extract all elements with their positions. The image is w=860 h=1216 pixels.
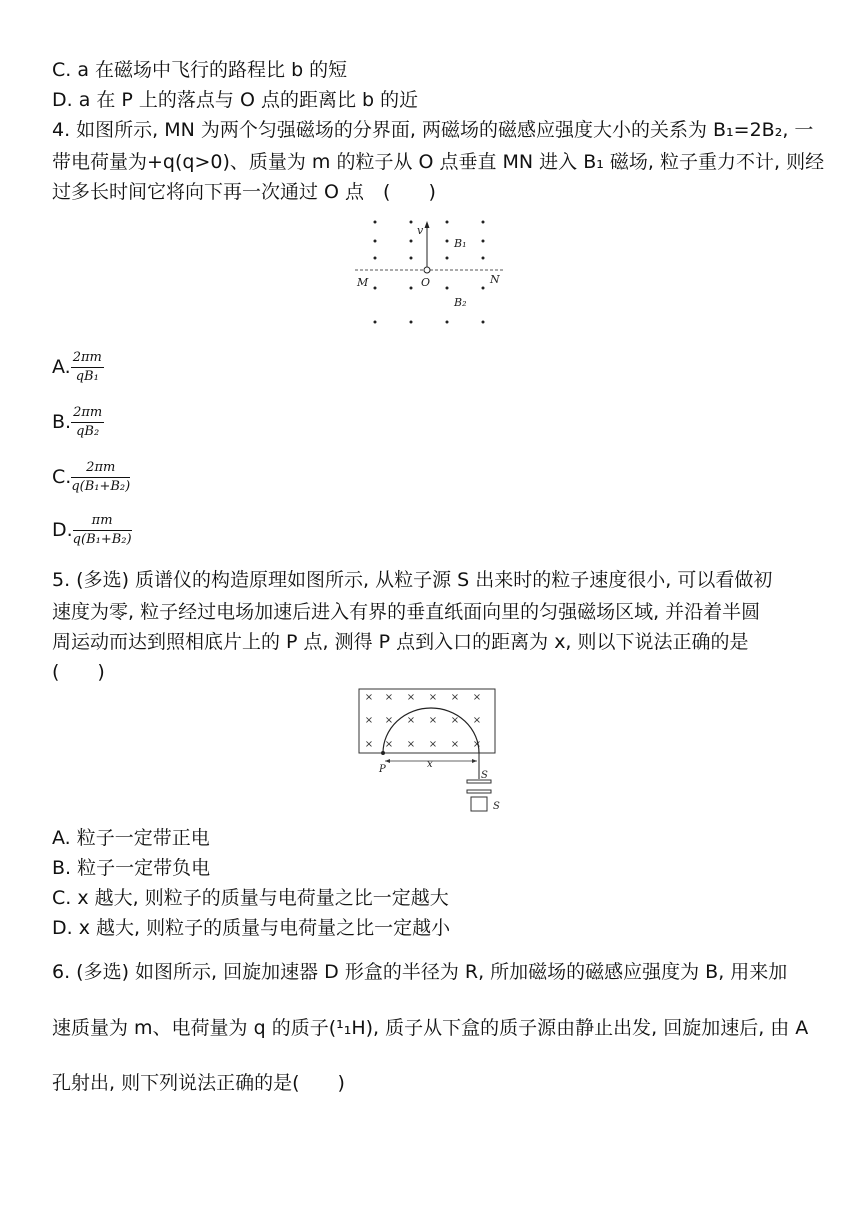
svg-text:×: × <box>406 739 416 750</box>
q3-option-d: D. a 在 P 上的落点与 O 点的距离比 b 的近 <box>52 89 419 111</box>
svg-text:×: × <box>364 739 374 750</box>
fraction-numerator: 2πm <box>71 460 130 478</box>
q5-stem-line-3: 周运动而达到照相底片上的 P 点, 测得 P 点到入口的距离为 x, 则以下说法正确的是 <box>52 631 749 653</box>
q5-option-b: B. 粒子一定带负电 <box>52 857 211 879</box>
fraction-numerator: 2πm <box>71 405 104 423</box>
label-n: N <box>490 273 500 286</box>
fraction <box>73 513 132 548</box>
q5-option-c: C. x 越大, 则粒子的质量与电荷量之比一定越大 <box>52 887 449 909</box>
option-letter: B. <box>52 411 72 433</box>
q5-option-a: A. 粒子一定带正电 <box>52 827 210 849</box>
q4-option-c <box>52 460 130 495</box>
label-b2: B₂ <box>454 296 467 309</box>
q4-option-b <box>52 405 104 440</box>
q4-option-d <box>52 513 132 548</box>
field-crosses <box>365 692 481 750</box>
svg-text:×: × <box>428 739 438 750</box>
point-o <box>424 267 430 273</box>
svg-text:×: × <box>384 692 394 703</box>
fraction-denominator: q(B₁+B₂) <box>72 532 132 547</box>
svg-text:×: × <box>364 692 374 703</box>
label-s: S <box>493 801 500 812</box>
fraction-denominator: qB₁ <box>75 369 99 384</box>
q5-stem-line-2: 速度为零, 粒子经过电场加速后进入有界的垂直纸面向里的匀强磁场区域, 并沿着半圆 <box>52 601 761 623</box>
q6-stem-line-2: 速质量为 m、电荷量为 q 的质子(¹₁H), 质子从下盒的质子源由静止出发, 回旋加速后, 由 A <box>52 1017 809 1039</box>
label-m: M <box>357 276 369 289</box>
label-p: P <box>379 764 386 775</box>
svg-text:×: × <box>472 692 482 703</box>
q5-stem-line-4: ( ) <box>52 661 105 683</box>
q4-stem-line-1: 4. 如图所示, MN 为两个匀强磁场的分界面, 两磁场的磁感应强度大小的关系为 B₁=2B₂, 一 <box>52 119 814 141</box>
q5-option-d: D. x 越大, 则粒子的质量与电荷量之比一定越小 <box>52 917 451 939</box>
q4-stem-line-3: 过多长时间它将向下再一次通过 O 点 ( ) <box>52 181 436 203</box>
fraction-denominator: q(B₁+B₂) <box>71 479 131 494</box>
svg-text:×: × <box>472 715 482 726</box>
svg-text:×: × <box>384 739 394 750</box>
q4-magnetic-field-figure <box>350 212 510 330</box>
svg-text:×: × <box>364 715 374 726</box>
svg-text:×: × <box>450 739 460 750</box>
option-letter: C. <box>52 466 72 488</box>
q4-stem-line-2: 带电荷量为+q(q>0)、质量为 m 的粒子从 O 点垂直 MN 进入 B₁ 磁场, 粒子重力不计, 则经 <box>52 151 825 173</box>
label-s1: S <box>481 770 488 781</box>
svg-text:×: × <box>472 739 482 750</box>
q5-stem-line-1: 5. (多选) 质谱仪的构造原理如图所示, 从粒子源 S 出来时的粒子速度很小, 可以看做初 <box>52 569 773 591</box>
q6-stem-line-1: 6. (多选) 如图所示, 回旋加速器 D 形盒的半径为 R, 所加磁场的磁感应强度为 B, 用来加 <box>52 961 788 983</box>
q5-mass-spectrometer-figure <box>355 687 505 817</box>
q3-option-c: C. a 在磁场中飞行的路程比 b 的短 <box>52 59 348 81</box>
label-o: O <box>421 276 431 289</box>
svg-text:×: × <box>428 692 438 703</box>
label-b1: B₁ <box>454 237 467 250</box>
fraction-numerator: 2πm <box>71 350 104 368</box>
fraction <box>71 460 130 495</box>
q4-option-a <box>52 350 104 385</box>
svg-text:×: × <box>428 715 438 726</box>
fraction <box>71 350 104 385</box>
fraction-denominator: qB₂ <box>76 424 100 439</box>
label-v: v <box>417 224 424 237</box>
svg-text:×: × <box>450 715 460 726</box>
fraction <box>71 405 104 440</box>
particle-source <box>471 797 487 811</box>
svg-text:×: × <box>406 692 416 703</box>
svg-text:×: × <box>406 715 416 726</box>
label-x: x <box>427 759 433 770</box>
option-letter: D. <box>52 519 73 541</box>
svg-text:×: × <box>384 715 394 726</box>
fraction-numerator: πm <box>73 513 132 531</box>
svg-text:×: × <box>450 692 460 703</box>
option-letter: A. <box>52 356 71 378</box>
q6-stem-line-3: 孔射出, 则下列说法正确的是( ) <box>52 1072 345 1094</box>
